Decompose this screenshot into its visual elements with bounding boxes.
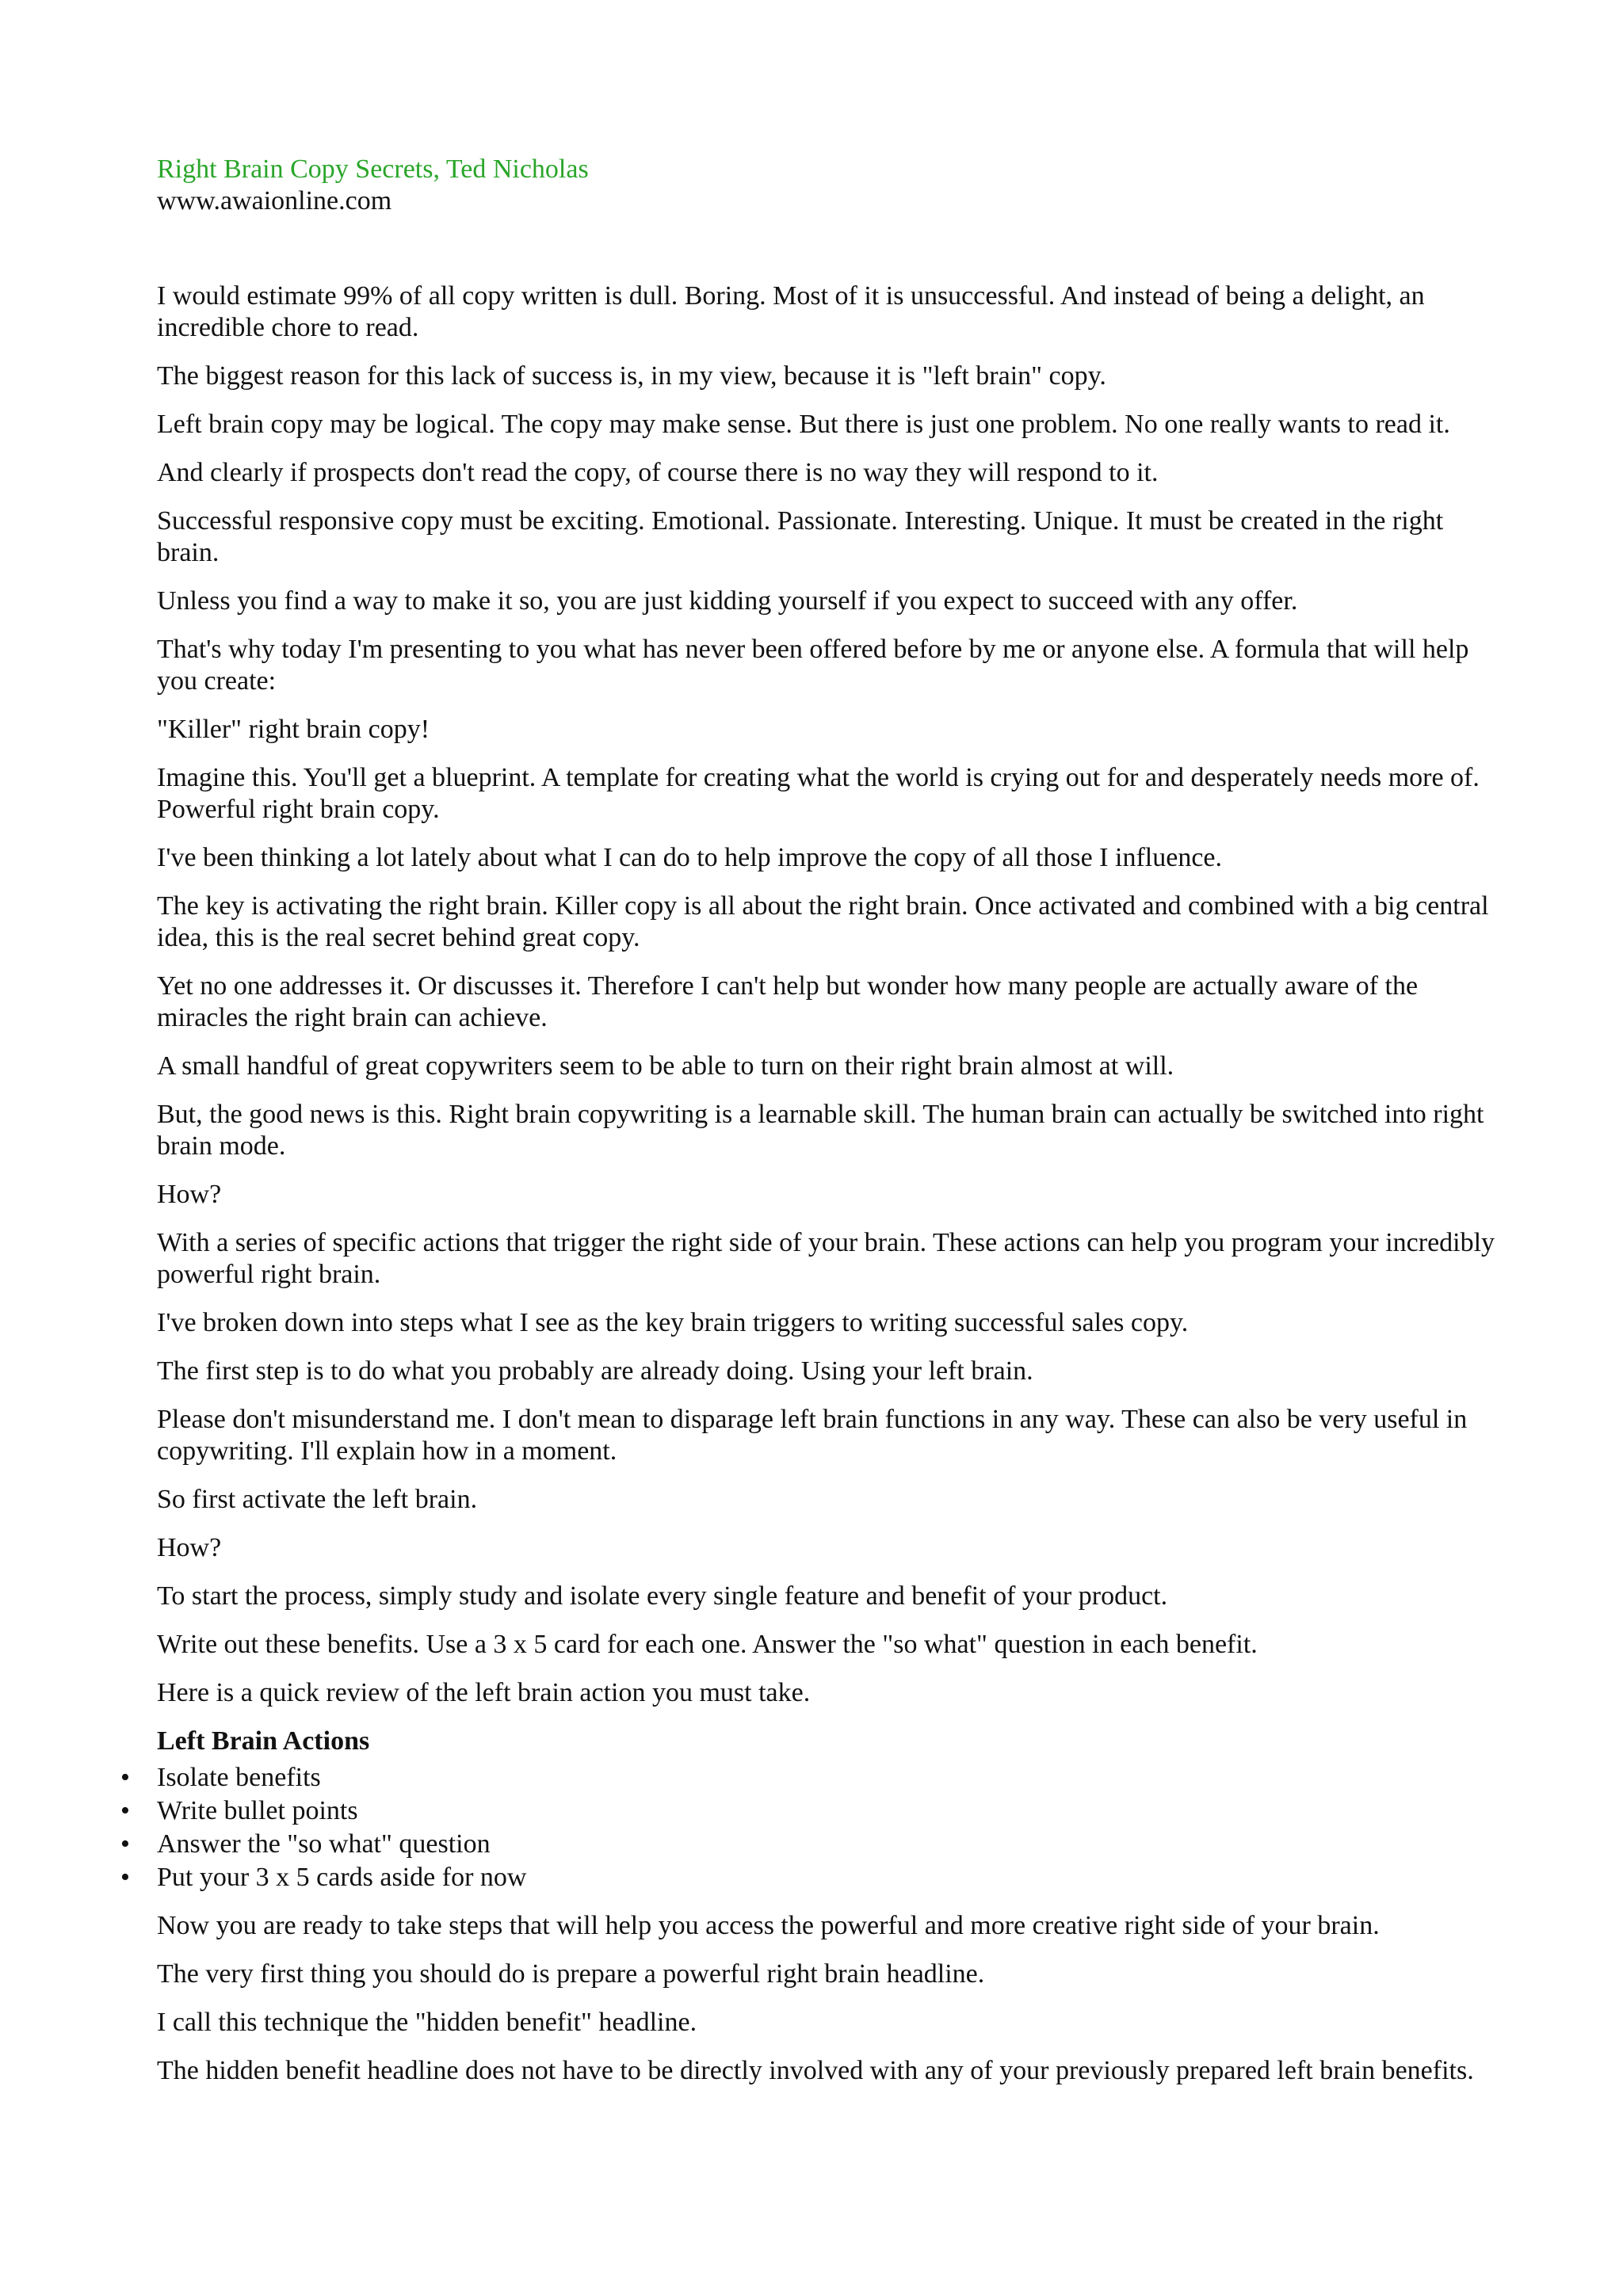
- paragraph: I've been thinking a lot lately about what I can do to help improve the copy of all those I influence.: [157, 843, 1222, 872]
- source-title: Right Brain Copy Secrets, Ted Nicholas: [157, 154, 589, 184]
- paragraph: Now you are ready to take steps that will help you access the powerful and more creative right side of your brain.: [157, 1911, 1380, 1940]
- paragraph: The first step is to do what you probably are already doing. Using your left brain.: [157, 1356, 1033, 1386]
- paragraph: "Killer" right brain copy!: [157, 715, 430, 744]
- paragraph: I call this technique the "hidden benefit" headline.: [157, 2008, 697, 2037]
- list-item-text: Isolate benefits: [157, 1763, 321, 1792]
- left-brain-heading: Left Brain Actions: [157, 1726, 370, 1756]
- paragraph: A small handful of great copywriters seem to be able to turn on their right brain almost at will.: [157, 1051, 1174, 1081]
- paragraph: Please don't misunderstand me. I don't mean to disparage left brain functions in any way. These can also be very useful in copywriting. I'll explain how in a moment.: [157, 1405, 1468, 1466]
- paragraph: Successful responsive copy must be exciting. Emotional. Passionate. Interesting. Unique. It must be created in the right brain.: [157, 506, 1444, 567]
- paragraph: Here is a quick review of the left brain action you must take.: [157, 1678, 811, 1707]
- paragraph: Imagine this. You'll get a blueprint. A template for creating what the world is crying out for and desperately needs more of. Powerful right brain copy.: [157, 763, 1480, 824]
- list-item-text: Write bullet points: [157, 1796, 358, 1825]
- paragraph: How?: [157, 1533, 222, 1562]
- paragraph: The hidden benefit headline does not have to be directly involved with any of your previously prepared left brain benefits.: [157, 2056, 1474, 2085]
- paragraph: And clearly if prospects don't read the copy, of course there is no way they will respond to it.: [157, 458, 1159, 487]
- paragraph: Unless you find a way to make it so, you are just kidding yourself if you expect to succeed with any offer.: [157, 586, 1298, 616]
- paragraph: I would estimate 99% of all copy written is dull. Boring. Most of it is unsuccessful. And instead of being a delight, an incredible chore to read.: [157, 281, 1425, 342]
- paragraph: I've broken down into steps what I see as the key brain triggers to writing successful sales copy.: [157, 1308, 1189, 1337]
- bullet-icon: •: [120, 1863, 130, 1892]
- paragraph: Yet no one addresses it. Or discusses it. Therefore I can't help but wonder how many people are actually aware of the miracles the right brain can achieve.: [157, 971, 1419, 1032]
- document-header: [157, 154, 1504, 217]
- paragraph: The key is activating the right brain. Killer copy is all about the right brain. Once activated and combined with a big central idea, this is the real secret behind great copy.: [157, 891, 1489, 952]
- paragraph: So first activate the left brain.: [157, 1485, 478, 1514]
- bullet-icon: •: [120, 1763, 130, 1792]
- paragraph: With a series of specific actions that trigger the right side of your brain. These actions can help you program your incredibly powerful right brain.: [157, 1228, 1495, 1289]
- paragraph: Write out these benefits. Use a 3 x 5 card for each one. Answer the "so what" question in each benefit.: [157, 1630, 1258, 1659]
- paragraph: How?: [157, 1180, 222, 1209]
- paragraph: The very first thing you should do is prepare a powerful right brain headline.: [157, 1959, 985, 1989]
- bullet-icon: •: [120, 1829, 130, 1859]
- paragraph: The biggest reason for this lack of success is, in my view, because it is "left brain" copy.: [157, 361, 1106, 391]
- list-item-text: Put your 3 x 5 cards aside for now: [157, 1863, 527, 1892]
- paragraph: Left brain copy may be logical. The copy may make sense. But there is just one problem. No one really wants to read it.: [157, 410, 1450, 439]
- list-item: [120, 1862, 1496, 1894]
- article-body: [120, 280, 1496, 2103]
- list-item: [120, 1829, 1496, 1860]
- paragraph: That's why today I'm presenting to you what has never been offered before by me or anyone else. A formula that will help you create:: [157, 635, 1469, 696]
- list-item: [120, 1795, 1496, 1827]
- bullet-icon: •: [120, 1796, 130, 1825]
- source-url: www.awaionline.com: [157, 186, 392, 215]
- paragraph: But, the good news is this. Right brain copywriting is a learnable skill. The human brain can actually be switched into right brain mode.: [157, 1100, 1484, 1161]
- left-brain-actions-list: [120, 1762, 1496, 1894]
- list-item: [120, 1762, 1496, 1794]
- list-item-text: Answer the "so what" question: [157, 1829, 491, 1859]
- paragraph: To start the process, simply study and isolate every single feature and benefit of your product.: [157, 1581, 1168, 1611]
